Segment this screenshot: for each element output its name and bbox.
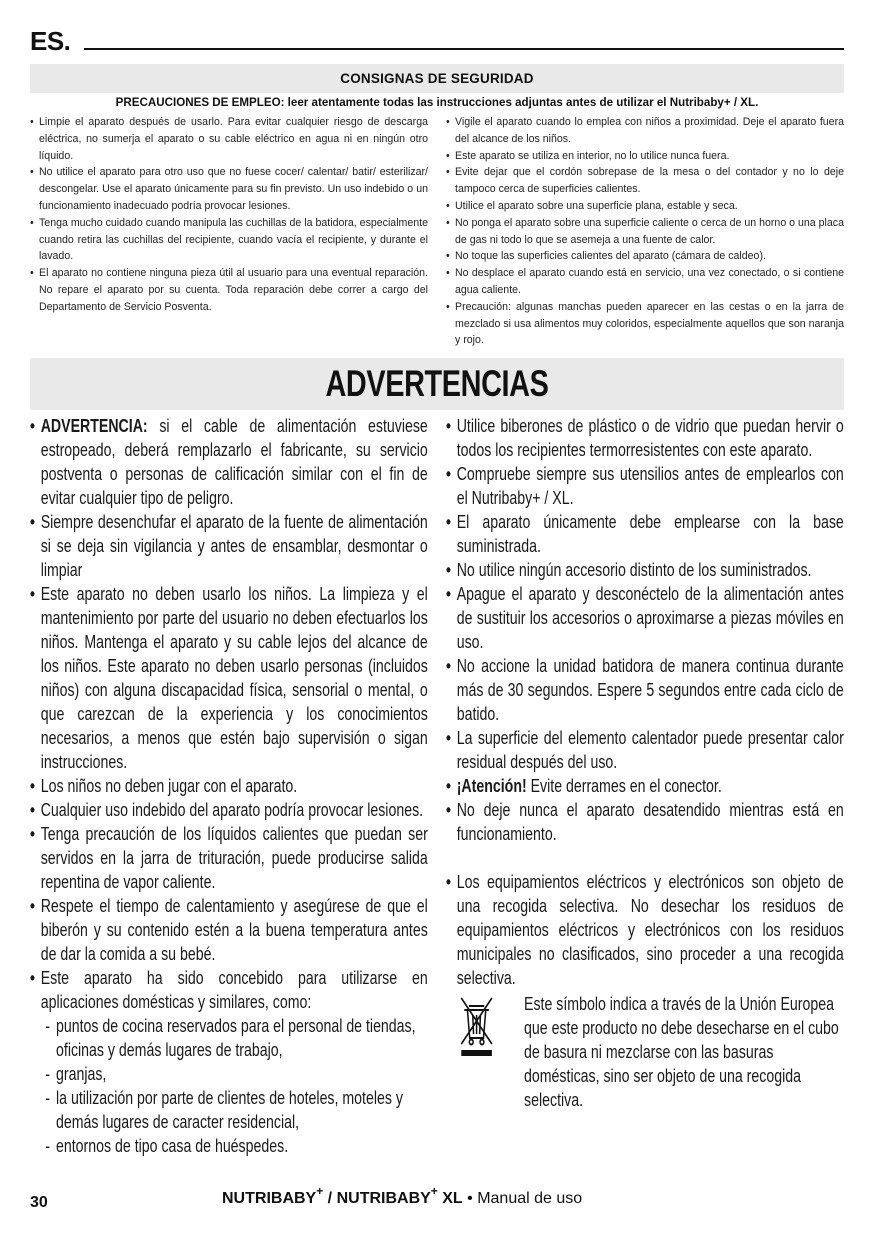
list-item: • No deje nunca el aparato desatendido mientras está en funcionamiento.	[446, 798, 844, 846]
warnings-title: ADVERTENCIAS	[325, 363, 549, 404]
list-item: • Apague el aparato y desconéctelo de la alimentación antes de sustituir los accesorios o aproximarse a piezas móviles en uso.	[446, 582, 844, 654]
list-item: • El aparato únicamente debe emplearse con la base suministrada.	[446, 510, 844, 558]
safety-column-left	[30, 114, 428, 316]
safety-title-band	[30, 64, 844, 93]
list-item: • Utilice el aparato sobre una superficie plana, estable y seca.	[446, 198, 844, 215]
list-item: • Este aparato se utiliza en interior, no lo utilice nunca fuera.	[446, 148, 844, 165]
brand-sup: +	[316, 1183, 324, 1198]
warning-text: si el cable de alimentación estuviese estropeado, deberá remplazarlo el fabricante, su servicio postventa o personas de calificación similar con el fin de evitar cualquier tipo de peligro.	[40, 415, 428, 508]
list-item: • No utilice ningún accesorio distinto de los suministrados.	[446, 558, 844, 582]
language-code: ES.	[30, 26, 71, 56]
list-item: • No utilice el aparato para otro uso que no fuese cocer/ calentar/ batir/ esterilizar/ descongelar. Use el aparato únicamente para su fin previsto. Un uso indebido o un funcionamiento inadecuado podría provocar lesiones.	[30, 164, 428, 214]
precaution-line: PRECAUCIONES DE EMPLEO: leer atentamente todas las instrucciones adjuntas antes de utilizar el Nutribaby+ / XL.	[115, 96, 759, 109]
dash-item: - granjas,	[30, 1062, 428, 1086]
list-item: • No desplace el aparato cuando está en servicio, una vez conectado, o si contiene agua caliente.	[446, 265, 844, 299]
footer-title	[222, 1183, 583, 1208]
list-item: • Utilice biberones de plástico o de vidrio que puedan hervir o todos los recipientes termorresistentes con este aparato.	[446, 414, 844, 462]
weee-text: Este símbolo indica a través de la Unión Europea que este producto no debe desecharse en el cubo de basura ni mezclarse con las basuras domésticas, sino ser objeto de una recogida selectiva.	[524, 993, 839, 1110]
list-item: • Los equipamientos eléctricos y electrónicos son objeto de una recogida selectiva. No desechar los residuos de equipamientos eléctricos y electrónicos con los residuos municipales no clasificados, sino proceder a una recogida selectiva.	[446, 870, 844, 990]
warnings-column-right	[446, 414, 844, 1112]
manual-label: • Manual de uso	[462, 1190, 583, 1207]
spacer	[446, 846, 844, 870]
list-item: • Cualquier uso indebido del aparato podría provocar lesiones.	[30, 798, 428, 822]
brand-name: NUTRIBABY	[222, 1190, 317, 1207]
page-number: 30	[30, 1194, 48, 1211]
list-item: • El aparato no contiene ninguna pieza útil al usuario para una eventual reparación. No repare el aparato por su cuenta. Toda reparación debe correr a cargo del Departamento de Servicio Posventa.	[30, 265, 428, 315]
attention-label: ¡Atención!	[456, 775, 527, 796]
list-item: • Limpie el aparato después de usarlo. Para evitar cualquier riesgo de descarga eléctrica, no sumerja el aparato o su cable eléctrico en agua ni en ningún otro líquido.	[30, 114, 428, 164]
attention-text: Evite derrames en el conector.	[526, 775, 722, 796]
list-item: • Precaución: algunas manchas pueden aparecer en las cestas o en la jarra de mezclado si usa alimentos muy coloridos, especialmente aquellos que son naranja y rojo.	[446, 299, 844, 349]
list-item: • Vigile el aparato cuando lo emplea con niños a proximidad. Deje el aparato fuera del alcance de los niños.	[446, 114, 844, 148]
list-item: • Este aparato ha sido concebido para utilizarse en aplicaciones domésticas y similares, como:	[30, 966, 428, 1014]
list-item: • No accione la unidad batidora de manera continua durante más de 30 segundos. Espere 5 segundos entre cada ciclo de batido.	[446, 654, 844, 726]
list-item	[446, 774, 844, 798]
weee-notice	[446, 992, 844, 1112]
list-item	[30, 414, 428, 510]
brand-xl: XL	[437, 1190, 463, 1207]
list-item: • No ponga el aparato sobre una superficie caliente o cerca de un horno o una placa de gas ni todo lo que se asemeja a una fuente de calor.	[446, 215, 844, 249]
safety-column-right	[446, 114, 844, 349]
brand-name-xl: NUTRIBABY	[336, 1190, 431, 1207]
footer-separator: /	[323, 1190, 337, 1207]
warnings-column-left	[30, 414, 428, 1158]
warnings-title-band	[30, 358, 844, 410]
list-item: • Siempre desenchufar el aparato de la fuente de alimentación si se deja sin vigilancia y antes de ensamblar, desmontar o limpiar	[30, 510, 428, 582]
brand-sup-xl: +	[430, 1183, 438, 1198]
list-item: • No toque las superficies calientes del aparato (cámara de caldeo).	[446, 248, 844, 265]
list-item: • Respete el tiempo de calentamiento y asegúrese de que el biberón y su contenido estén a la buena temperatura antes de dar la comida a su bebé.	[30, 894, 428, 966]
header-rule	[84, 48, 844, 50]
list-item: • Los niños no deben jugar con el aparato.	[30, 774, 428, 798]
dash-item: - la utilización por parte de clientes de hoteles, moteles y demás lugares de caracter residencial,	[30, 1086, 428, 1134]
list-item: • Compruebe siempre sus utensilios antes de emplearlos con el Nutribaby+ / XL.	[446, 462, 844, 510]
crossed-out-wheelie-bin-icon	[446, 992, 524, 1064]
list-item: • Tenga mucho cuidado cuando manipula las cuchillas de la batidora, especialmente cuando retira las cuchillas del recipiente, cuando vacía el recipiente, y durante el lavado.	[30, 215, 428, 265]
list-item: • Tenga precaución de los líquidos calientes que puedan ser servidos en la jarra de trituración, puede producirse salida repentina de vapor caliente.	[30, 822, 428, 894]
safety-title: CONSIGNAS DE SEGURIDAD	[340, 71, 534, 86]
warning-label: ADVERTENCIA:	[40, 415, 148, 436]
list-item: • Evite dejar que el cordón sobrepase de la mesa o del contador y no lo deje tampoco cerca de superficies calientes.	[446, 164, 844, 198]
dash-item: - entornos de tipo casa de huéspedes.	[30, 1134, 428, 1158]
dash-item: - puntos de cocina reservados para el personal de tiendas, oficinas y demás lugares de trabajo,	[30, 1014, 428, 1062]
list-item: • Este aparato no deben usarlo los niños. La limpieza y el mantenimiento por parte del usuario no deben efectuarlos los niños. Mantenga el aparato y su cable lejos del alcance de los niños. Este aparato no deben usarlo personas (incluidos niños) con alguna discapacidad física, sensorial o mental, o que carezcan de la experiencia y los conocimientos necesarios, a menos que estén bajo supervisión o sigan instrucciones.	[30, 582, 428, 774]
list-item: • La superficie del elemento calentador puede presentar calor residual después del uso.	[446, 726, 844, 774]
